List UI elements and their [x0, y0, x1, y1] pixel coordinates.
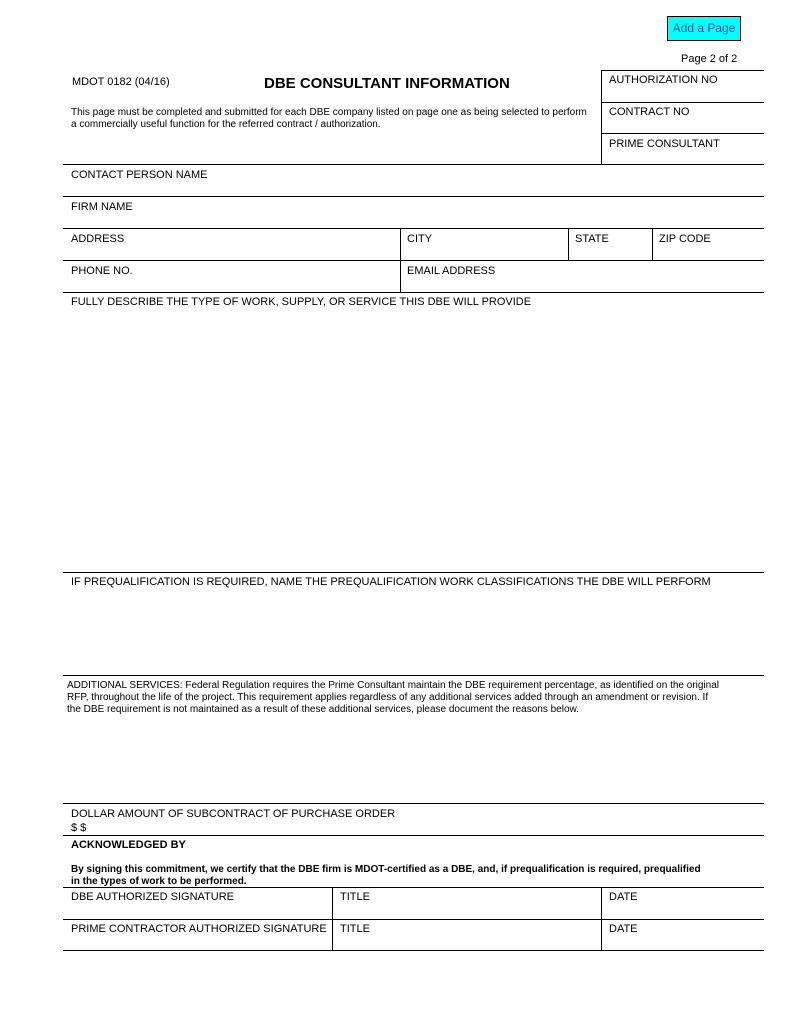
contract-no-field[interactable]: CONTRACT NO — [609, 106, 690, 118]
email-address-field[interactable]: EMAIL ADDRESS — [407, 265, 496, 277]
prime-signature-field[interactable]: PRIME CONTRACTOR AUTHORIZED SIGNATURE — [71, 923, 327, 935]
prequalification-field[interactable]: IF PREQUALIFICATION IS REQUIRED, NAME THE PREQUALIFICATION WORK CLASSIFICATIONS THE DBE WILL PERFORM — [71, 576, 711, 588]
phone-no-field[interactable]: PHONE NO. — [71, 265, 133, 277]
rule-dollar-top — [63, 803, 764, 804]
address-field[interactable]: ADDRESS — [71, 233, 125, 245]
rule-additional-top — [63, 675, 764, 676]
right-box-rule-2 — [601, 133, 764, 134]
work-description-field[interactable]: FULLY DESCRIBE THE TYPE OF WORK, SUPPLY, OR SERVICE THIS DBE WILL PROVIDE — [71, 296, 532, 308]
dollar-amount-label: DOLLAR AMOUNT OF SUBCONTRACT OF PURCHASE ORDER — [71, 808, 396, 820]
rule-sig2-top — [63, 919, 764, 920]
rule-prequal-top — [63, 572, 764, 573]
rule-contact-top — [63, 164, 764, 165]
add-page-button[interactable]: Add a Page — [667, 16, 741, 41]
city-field[interactable]: CITY — [407, 233, 433, 245]
contact-person-name-field[interactable]: CONTACT PERSON NAME — [71, 169, 208, 181]
prime-title-field[interactable]: TITLE — [340, 923, 370, 935]
rule-address-top — [63, 228, 764, 229]
rule-description-top — [63, 292, 764, 293]
right-box-top-rule — [601, 70, 764, 71]
prime-consultant-field[interactable]: PRIME CONSULTANT — [609, 138, 720, 150]
dbe-title-field[interactable]: TITLE — [340, 891, 370, 903]
certification-statement: By signing this commitment, we certify that the DBE firm is MDOT-certified as a DBE, and, if prequalification is required, prequalified in the types of work to be performed. — [71, 864, 701, 887]
rule-firm-top — [63, 196, 764, 197]
right-box-rule-1 — [601, 102, 764, 103]
rule-ack-top — [63, 835, 764, 836]
additional-services-field[interactable]: ADDITIONAL SERVICES: Federal Regulation requires the Prime Consultant maintain the DBE requirement percentage, as identified on the original RFP, throughout the life of the project. This requirement applies regardless of any additional services added through an amendment or revision. If the DBE requirement is not maintained as a result of these additional services, please document the reasons below. — [67, 680, 720, 715]
instructions-text: This page must be completed and submitted for each DBE company listed on page one as being selected to perform a commercially useful function for the referred contract / authorization. — [71, 107, 587, 130]
firm-name-field[interactable]: FIRM NAME — [71, 201, 133, 213]
dbe-date-field[interactable]: DATE — [609, 891, 638, 903]
rule-phone-top — [63, 260, 764, 261]
acknowledged-heading: ACKNOWLEDGED BY — [71, 839, 186, 851]
form-number: MDOT 0182 (04/16) — [72, 76, 170, 88]
page-indicator: Page 2 of 2 — [681, 53, 738, 65]
authorization-no-field[interactable]: AUTHORIZATION NO — [609, 74, 718, 86]
state-field[interactable]: STATE — [575, 233, 609, 245]
page-title: DBE CONSULTANT INFORMATION — [264, 75, 510, 92]
dollar-amount-field[interactable]: $ $ — [71, 822, 87, 834]
rule-sig1-top — [63, 887, 764, 888]
zip-code-field[interactable]: ZIP CODE — [659, 233, 711, 245]
rule-bottom — [63, 950, 764, 951]
prime-date-field[interactable]: DATE — [609, 923, 638, 935]
state-zip-divider — [652, 228, 653, 260]
dbe-signature-field[interactable]: DBE AUTHORIZED SIGNATURE — [71, 891, 234, 903]
city-state-divider — [568, 228, 569, 260]
right-box-divider — [601, 70, 602, 164]
